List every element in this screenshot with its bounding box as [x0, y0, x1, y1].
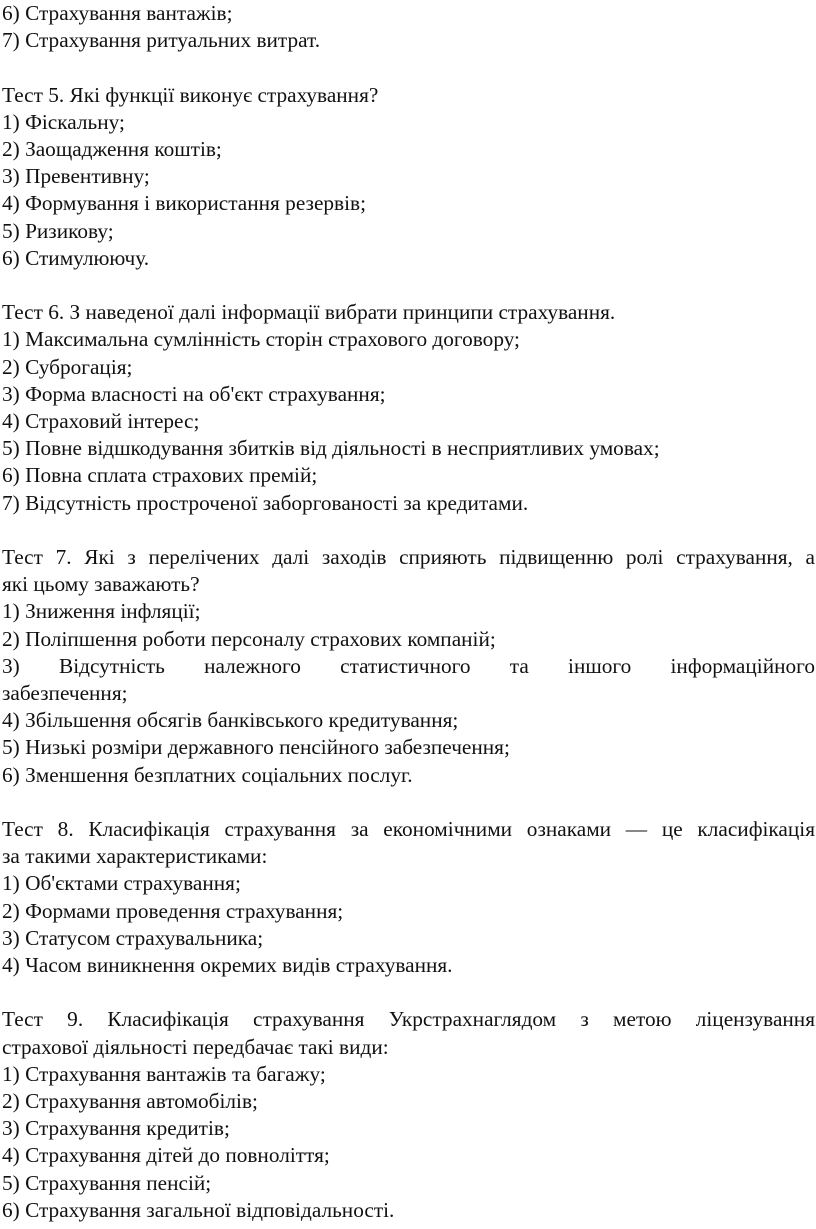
intro-list: [2, 0, 815, 54]
option: 1) Максимальна сумлінність сторін страхового договору;: [2, 327, 520, 352]
option: 2) Суброгація;: [2, 354, 133, 379]
option: 2) Формами проведення страхування;: [2, 898, 344, 923]
test-9: [2, 1006, 815, 1224]
question-text-cont: за такими характеристиками:: [2, 844, 268, 869]
option: 3) Страхування кредитів;: [2, 1116, 230, 1141]
option: 1) Страхування вантажів та багажу;: [2, 1061, 326, 1086]
question-text-cont: які цьому заважають?: [2, 572, 200, 597]
test-5: [2, 82, 815, 272]
option: 6) Страхування загальної відповідальності.: [2, 1197, 395, 1222]
option: 5) Низькі розміри державного пенсійного забезпечення;: [2, 735, 510, 760]
option: 6) Повна сплата страхових премій;: [2, 463, 318, 488]
option: 4) Часом виникнення окремих видів страхування.: [2, 953, 453, 978]
option: 1) Об'єктами страхування;: [2, 871, 241, 896]
test-7: [2, 544, 815, 789]
spacer: [2, 979, 815, 1006]
option: 1) Фіскальну;: [2, 109, 125, 134]
option: 4) Страхування дітей до повноліття;: [2, 1143, 330, 1168]
option: 2) Поліпшення роботи персоналу страхових компаній;: [2, 626, 496, 651]
spacer: [2, 517, 815, 544]
list-item: 6) Страхування вантажів;: [2, 1, 233, 25]
spacer: [2, 54, 815, 81]
option: 5) Повне відшкодування збитків від діяльності в несприятливих умовах;: [2, 436, 660, 461]
option: 5) Страхування пенсій;: [2, 1170, 212, 1195]
option: 6) Зменшення безплатних соціальних послуг.: [2, 762, 413, 787]
option: 4) Формування і використання резервів;: [2, 191, 366, 216]
test-6: [2, 299, 815, 517]
spacer: [2, 272, 815, 299]
option: 6) Стимулюючу.: [2, 245, 150, 270]
option: 1) Зниження інфляції;: [2, 599, 201, 624]
option: 3) Статусом страхувальника;: [2, 925, 264, 950]
option: 4) Страховий інтерес;: [2, 409, 200, 434]
question-text: Тест 7. Які з перелічених далі заходів сприяють підвищенню ролі страхування, а: [2, 545, 815, 570]
option: 2) Заощадження коштів;: [2, 137, 222, 161]
option: 7) Відсутність простроченої заборгованості за кредитами.: [2, 490, 529, 515]
list-item: 7) Страхування ритуальних витрат.: [2, 28, 321, 53]
option: 3) Форма власності на об'єкт страхування;: [2, 381, 386, 406]
option: 4) Збільшення обсягів банківського кредитування;: [2, 708, 459, 733]
question-text: Тест 5. Які функції виконує страхування?: [2, 82, 379, 107]
spacer: [2, 789, 815, 816]
question-text: Тест 8. Класифікація страхування за економічними ознаками — це класифікація: [2, 817, 815, 842]
option: 2) Страхування автомобілів;: [2, 1089, 258, 1114]
question-text-cont: страхової діяльності передбачає такі види:: [2, 1034, 389, 1059]
document-page: [2, 0, 815, 1224]
option-cont: забезпечення;: [2, 681, 128, 706]
option: 5) Ризикову;: [2, 218, 114, 243]
test-8: [2, 816, 815, 979]
option: 3) Превентивну;: [2, 164, 150, 189]
question-text: Тест 6. З наведеної далі інформації вибрати принципи страхування.: [2, 300, 616, 325]
question-text: Тест 9. Класифікація страхування Укрстрахнаглядом з метою ліцензування: [2, 1007, 815, 1032]
option: 3) Відсутність належного статистичного та іншого інформаційного: [2, 653, 815, 678]
